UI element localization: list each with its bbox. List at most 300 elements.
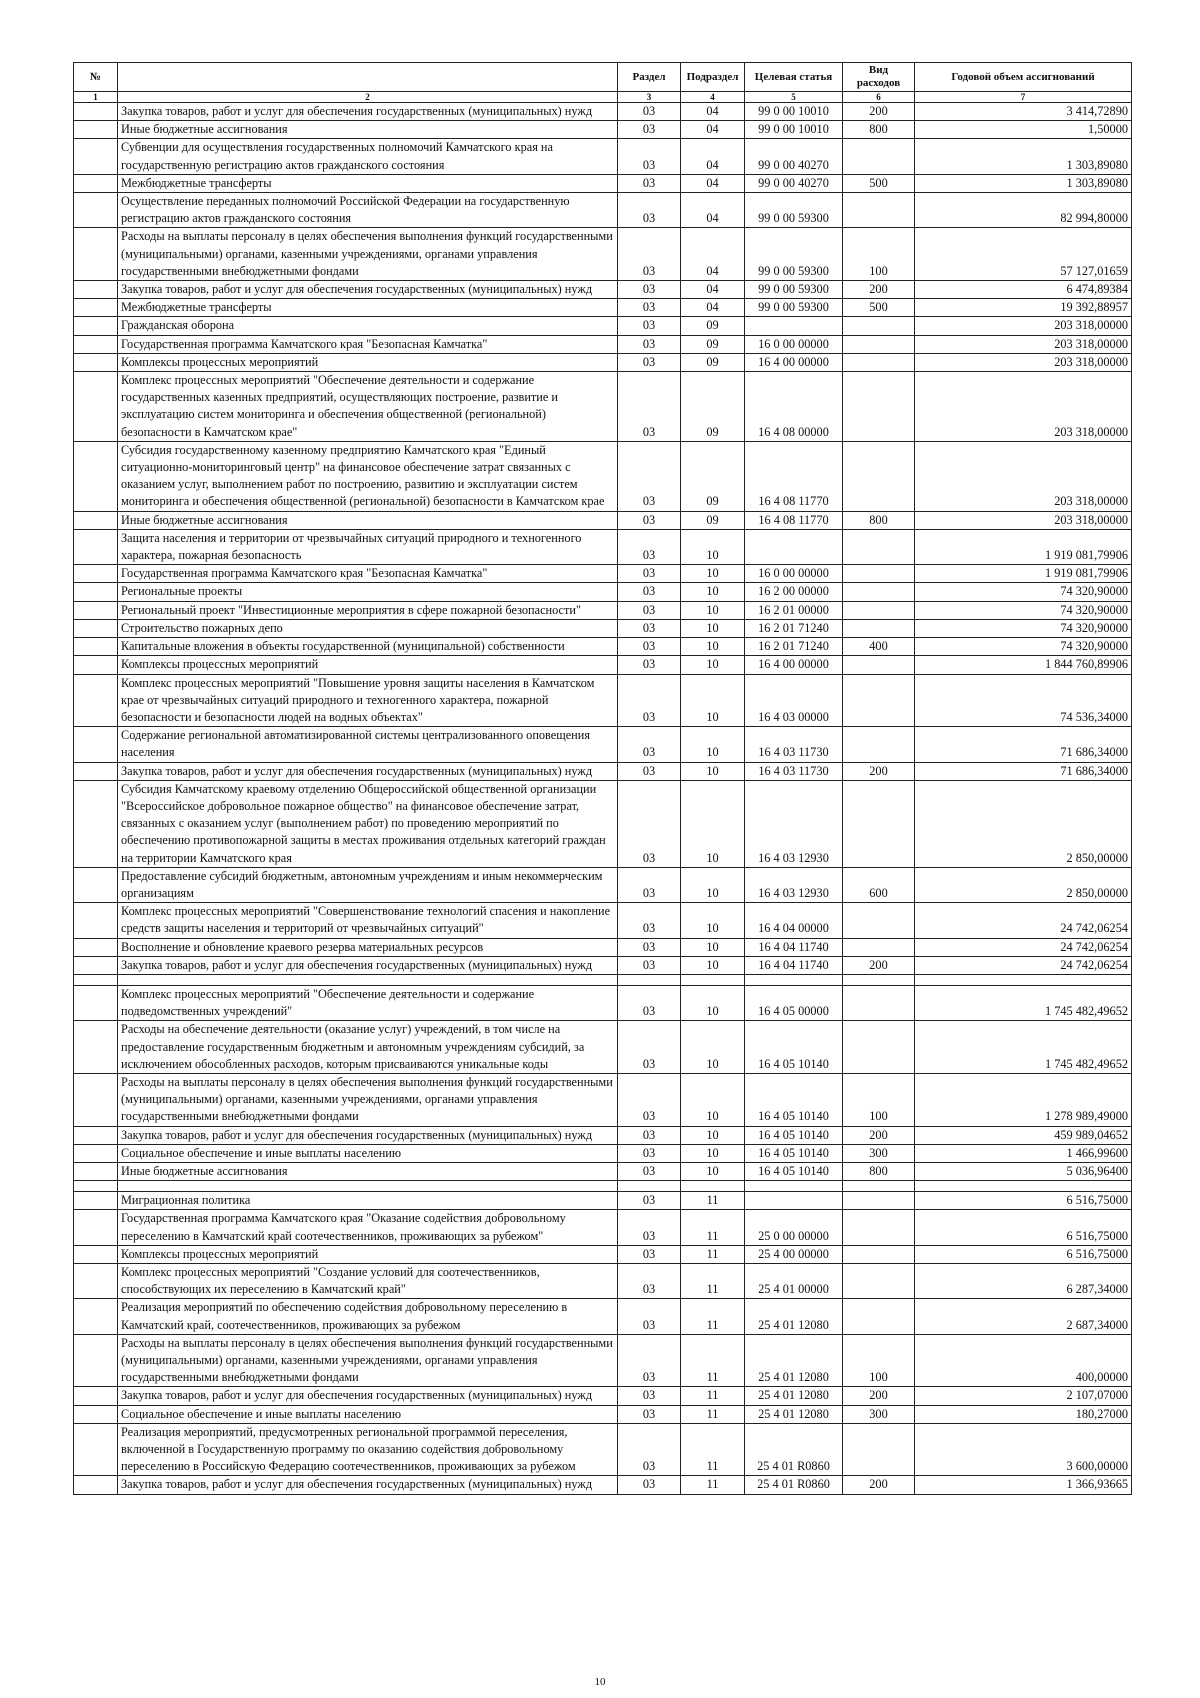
row-subsection: 10 [681,601,745,619]
table-row [74,103,1132,121]
row-target-article: 16 2 01 71240 [745,638,843,656]
row-subsection: 04 [681,121,745,139]
row-target-article: 25 4 01 R0860 [745,1476,843,1494]
header-section: Раздел [618,63,681,92]
row-number [74,1387,118,1405]
row-expense-type [843,1264,915,1299]
row-subsection: 10 [681,674,745,727]
spacer-cell [74,1181,118,1192]
table-row [74,727,1132,762]
row-subsection: 11 [681,1264,745,1299]
budget-table-sheet [73,62,1131,1495]
table-row [74,529,1132,564]
row-name: Восполнение и обновление краевого резерва материальных ресурсов [118,938,618,956]
row-expense-type [843,317,915,335]
row-name: Расходы на выплаты персоналу в целях обеспечения выполнения функций государственными (муниципальными) органами, казенными учреждениями, органами управления государственными внебюджетными фондами [118,1073,618,1126]
row-target-article: 16 2 01 71240 [745,619,843,637]
row-section: 03 [618,441,681,511]
row-number [74,1264,118,1299]
row-subsection: 09 [681,372,745,442]
table-row [74,193,1132,228]
row-section: 03 [618,317,681,335]
row-target-article [745,317,843,335]
row-amount: 203 318,00000 [915,372,1132,442]
row-expense-type [843,1021,915,1074]
row-expense-type: 200 [843,1476,915,1494]
spacer-cell [618,974,681,985]
row-subsection: 09 [681,441,745,511]
row-number [74,674,118,727]
table-row [74,1476,1132,1494]
row-amount: 2 107,07000 [915,1387,1132,1405]
table-row [74,985,1132,1020]
row-target-article: 25 4 01 00000 [745,1264,843,1299]
row-expense-type [843,1299,915,1334]
table-row [74,139,1132,174]
row-expense-type [843,656,915,674]
row-name: Предоставление субсидий бюджетным, автономным учреждениям и иным некоммерческим организациям [118,867,618,902]
row-expense-type [843,583,915,601]
spacer-cell [915,974,1132,985]
row-expense-type [843,1210,915,1245]
row-amount: 180,27000 [915,1405,1132,1423]
row-amount: 74 320,90000 [915,638,1132,656]
row-target-article: 16 4 03 00000 [745,674,843,727]
spacer-row [74,974,1132,985]
row-subsection: 04 [681,281,745,299]
table-row [74,903,1132,938]
row-section: 03 [618,565,681,583]
row-name: Миграционная политика [118,1192,618,1210]
row-target-article: 16 4 04 11740 [745,956,843,974]
row-amount: 6 516,75000 [915,1210,1132,1245]
row-number [74,656,118,674]
spacer-cell [118,1181,618,1192]
row-number [74,372,118,442]
table-row [74,780,1132,867]
row-section: 03 [618,903,681,938]
spacer-row [74,1181,1132,1192]
row-expense-type: 500 [843,299,915,317]
row-target-article: 16 0 00 00000 [745,335,843,353]
row-name: Гражданская оборона [118,317,618,335]
row-target-article: 16 4 08 11770 [745,441,843,511]
row-section: 03 [618,1334,681,1387]
row-section: 03 [618,228,681,281]
row-amount: 1 919 081,79906 [915,529,1132,564]
row-number [74,1162,118,1180]
table-row [74,228,1132,281]
row-name: Государственная программа Камчатского края "Безопасная Камчатка" [118,565,618,583]
row-section: 03 [618,583,681,601]
row-name: Закупка товаров, работ и услуг для обеспечения государственных (муниципальных) нужд [118,1126,618,1144]
row-subsection: 04 [681,193,745,228]
spacer-cell [74,974,118,985]
row-section: 03 [618,867,681,902]
row-amount: 3 414,72890 [915,103,1132,121]
table-row [74,1405,1132,1423]
table-row [74,674,1132,727]
row-subsection: 10 [681,1021,745,1074]
table-row [74,1144,1132,1162]
column-index: 4 [681,92,745,103]
table-row [74,1387,1132,1405]
table-row [74,335,1132,353]
row-number [74,565,118,583]
row-target-article: 16 0 00 00000 [745,565,843,583]
row-section: 03 [618,601,681,619]
row-number [74,1299,118,1334]
row-amount: 6 474,89384 [915,281,1132,299]
row-subsection: 11 [681,1245,745,1263]
row-amount: 1 919 081,79906 [915,565,1132,583]
row-expense-type [843,601,915,619]
table-row [74,1264,1132,1299]
row-subsection: 10 [681,565,745,583]
row-expense-type: 300 [843,1144,915,1162]
row-target-article: 99 0 00 59300 [745,299,843,317]
row-number [74,985,118,1020]
row-expense-type: 600 [843,867,915,902]
row-subsection: 09 [681,353,745,371]
row-section: 03 [618,1192,681,1210]
row-name: Защита населения и территории от чрезвычайных ситуаций природного и техногенного характера, пожарная безопасность [118,529,618,564]
row-amount: 203 318,00000 [915,511,1132,529]
spacer-cell [843,974,915,985]
row-subsection: 11 [681,1334,745,1387]
row-section: 03 [618,1405,681,1423]
row-number [74,193,118,228]
row-name: Содержание региональной автоматизированной системы централизованного оповещения населения [118,727,618,762]
spacer-cell [618,1181,681,1192]
row-target-article: 16 4 03 11730 [745,762,843,780]
row-expense-type: 500 [843,174,915,192]
row-section: 03 [618,956,681,974]
row-amount: 74 320,90000 [915,601,1132,619]
row-name: Комплекс процессных мероприятий "Обеспечение деятельности и содержание подведомственных учреждений" [118,985,618,1020]
row-expense-type: 800 [843,121,915,139]
spacer-cell [681,1181,745,1192]
row-subsection: 04 [681,299,745,317]
column-index: 1 [74,92,118,103]
row-expense-type [843,619,915,637]
row-expense-type: 100 [843,228,915,281]
table-row [74,601,1132,619]
row-target-article: 16 4 03 12930 [745,867,843,902]
row-expense-type: 200 [843,281,915,299]
row-subsection: 10 [681,656,745,674]
row-section: 03 [618,727,681,762]
row-name: Расходы на обеспечение деятельности (оказание услуг) учреждений, в том числе на предоставление государственным бюджетным и автономным учреждениям субсидий, за исключением обособленных расходов, которым присваиваются уникальные коды [118,1021,618,1074]
row-subsection: 10 [681,780,745,867]
row-target-article: 16 4 03 12930 [745,780,843,867]
table-row [74,1245,1132,1263]
row-number [74,441,118,511]
row-number [74,317,118,335]
row-section: 03 [618,139,681,174]
row-number [74,619,118,637]
row-section: 03 [618,372,681,442]
table-row [74,1126,1132,1144]
row-number [74,762,118,780]
row-number [74,956,118,974]
row-amount: 1 844 760,89906 [915,656,1132,674]
table-row [74,1162,1132,1180]
row-target-article: 99 0 00 40270 [745,174,843,192]
row-section: 03 [618,985,681,1020]
row-section: 03 [618,1423,681,1476]
row-section: 03 [618,511,681,529]
row-subsection: 10 [681,1162,745,1180]
row-number [74,174,118,192]
row-number [74,1423,118,1476]
row-number [74,1144,118,1162]
row-amount: 5 036,96400 [915,1162,1132,1180]
row-section: 03 [618,193,681,228]
table-row [74,121,1132,139]
row-target-article: 16 4 05 10140 [745,1162,843,1180]
table-row [74,583,1132,601]
row-section: 03 [618,619,681,637]
row-number [74,299,118,317]
row-amount: 74 320,90000 [915,619,1132,637]
row-subsection: 10 [681,938,745,956]
row-amount: 1 466,99600 [915,1144,1132,1162]
row-amount: 3 600,00000 [915,1423,1132,1476]
row-target-article: 99 0 00 40270 [745,139,843,174]
row-amount: 1 745 482,49652 [915,985,1132,1020]
row-subsection: 10 [681,583,745,601]
table-body [74,103,1132,1495]
table-row [74,762,1132,780]
row-number [74,353,118,371]
row-number [74,1334,118,1387]
table-row [74,956,1132,974]
header-expense-type: Вид расходов [843,63,915,92]
row-target-article: 16 4 04 11740 [745,938,843,956]
row-number [74,1245,118,1263]
row-amount: 19 392,88957 [915,299,1132,317]
row-section: 03 [618,656,681,674]
row-target-article: 16 4 05 10140 [745,1144,843,1162]
table-header-row [74,63,1132,92]
row-name: Строительство пожарных депо [118,619,618,637]
column-index-row [74,92,1132,103]
row-target-article: 16 4 00 00000 [745,353,843,371]
row-name: Реализация мероприятий по обеспечению содействия добровольному переселению в Камчатский край, соотечественников, проживающих за рубежом [118,1299,618,1334]
row-number [74,867,118,902]
row-subsection: 11 [681,1192,745,1210]
row-expense-type: 800 [843,511,915,529]
row-section: 03 [618,353,681,371]
header-number: № [74,63,118,92]
row-amount: 6 287,34000 [915,1264,1132,1299]
row-name: Региональный проект "Инвестиционные мероприятия в сфере пожарной безопасности" [118,601,618,619]
row-amount: 1 303,89080 [915,139,1132,174]
row-subsection: 10 [681,1073,745,1126]
row-section: 03 [618,1387,681,1405]
row-subsection: 09 [681,317,745,335]
row-target-article: 16 4 05 10140 [745,1126,843,1144]
row-expense-type [843,193,915,228]
row-amount: 71 686,34000 [915,762,1132,780]
row-amount: 74 536,34000 [915,674,1132,727]
row-target-article: 16 4 05 10140 [745,1021,843,1074]
table-row [74,281,1132,299]
row-section: 03 [618,299,681,317]
row-amount: 1,50000 [915,121,1132,139]
column-index: 2 [118,92,618,103]
row-subsection: 04 [681,174,745,192]
row-number [74,1021,118,1074]
row-expense-type: 200 [843,103,915,121]
row-name: Субсидия Камчатскому краевому отделению Общероссийской общественной организации "Всероссийское добровольное пожарное общество" на финансовое обеспечение затрат, связанных с оказанием услуг (выполнением работ) по проведению мероприятий по обеспечению противопожарной защиты в местах проживания отдельных категорий граждан на территории Камчатского края [118,780,618,867]
header-subsection: Подраздел [681,63,745,92]
row-amount: 57 127,01659 [915,228,1132,281]
row-name: Комплексы процессных мероприятий [118,1245,618,1263]
row-amount: 203 318,00000 [915,335,1132,353]
row-amount: 24 742,06254 [915,903,1132,938]
row-subsection: 10 [681,529,745,564]
row-name: Реализация мероприятий, предусмотренных региональной программой переселения, включенной в Государственную программу по оказанию содействия добровольному переселению в Российскую Федерацию соотечественников, проживающих за рубежом [118,1423,618,1476]
row-subsection: 09 [681,511,745,529]
table-row [74,565,1132,583]
row-target-article: 99 0 00 10010 [745,103,843,121]
row-subsection: 11 [681,1387,745,1405]
column-index: 7 [915,92,1132,103]
row-target-article: 25 4 01 R0860 [745,1423,843,1476]
row-subsection: 10 [681,985,745,1020]
spacer-cell [915,1181,1132,1192]
row-target-article: 25 4 01 12080 [745,1299,843,1334]
table-row [74,317,1132,335]
row-name: Иные бюджетные ассигнования [118,1162,618,1180]
row-expense-type [843,1192,915,1210]
row-name: Межбюджетные трансферты [118,299,618,317]
row-name: Социальное обеспечение и иные выплаты населению [118,1405,618,1423]
row-section: 03 [618,1210,681,1245]
table-row [74,1192,1132,1210]
row-subsection: 10 [681,867,745,902]
table-row [74,938,1132,956]
row-number [74,335,118,353]
row-amount: 2 850,00000 [915,780,1132,867]
table-row [74,656,1132,674]
row-subsection: 10 [681,619,745,637]
row-expense-type [843,780,915,867]
row-name: Государственная программа Камчатского края "Безопасная Камчатка" [118,335,618,353]
row-target-article: 99 0 00 59300 [745,281,843,299]
row-number [74,103,118,121]
row-section: 03 [618,780,681,867]
row-subsection: 10 [681,903,745,938]
row-number [74,1073,118,1126]
row-name: Межбюджетные трансферты [118,174,618,192]
row-expense-type: 100 [843,1334,915,1387]
row-amount: 1 366,93665 [915,1476,1132,1494]
row-target-article [745,529,843,564]
row-amount: 1 303,89080 [915,174,1132,192]
row-amount: 6 516,75000 [915,1192,1132,1210]
table-row [74,1210,1132,1245]
row-name: Закупка товаров, работ и услуг для обеспечения государственных (муниципальных) нужд [118,762,618,780]
row-subsection: 11 [681,1299,745,1334]
row-expense-type [843,441,915,511]
row-name: Региональные проекты [118,583,618,601]
row-section: 03 [618,103,681,121]
row-subsection: 10 [681,638,745,656]
row-name: Социальное обеспечение и иные выплаты населению [118,1144,618,1162]
row-amount: 82 994,80000 [915,193,1132,228]
row-number [74,511,118,529]
row-number [74,601,118,619]
row-name: Закупка товаров, работ и услуг для обеспечения государственных (муниципальных) нужд [118,281,618,299]
row-number [74,638,118,656]
row-target-article: 16 2 01 00000 [745,601,843,619]
row-name: Комплекс процессных мероприятий "Повышение уровня защиты населения в Камчатском крае от чрезвычайных ситуаций природного и техногенного характера, пожарной безопасности и безопасности людей на водных объектах" [118,674,618,727]
table-row [74,1423,1132,1476]
row-expense-type [843,335,915,353]
row-subsection: 11 [681,1405,745,1423]
row-section: 03 [618,1073,681,1126]
row-number [74,938,118,956]
row-section: 03 [618,335,681,353]
row-target-article: 16 4 08 11770 [745,511,843,529]
row-target-article: 25 4 01 12080 [745,1334,843,1387]
row-name: Комплекс процессных мероприятий "Обеспечение деятельности и содержание государственных казенных предприятий, осуществляющих построение, развитие и эксплуатацию систем мониторинга и обеспечения общественной (региональной) безопасности в Камчатском крае" [118,372,618,442]
table-row [74,1073,1132,1126]
table-row [74,353,1132,371]
row-target-article: 16 4 00 00000 [745,656,843,674]
table-row [74,867,1132,902]
row-subsection: 10 [681,727,745,762]
row-amount: 74 320,90000 [915,583,1132,601]
spacer-cell [745,974,843,985]
row-expense-type: 300 [843,1405,915,1423]
row-number [74,281,118,299]
row-number [74,1192,118,1210]
row-subsection: 11 [681,1210,745,1245]
row-number [74,1210,118,1245]
row-name: Комплексы процессных мероприятий [118,656,618,674]
row-section: 03 [618,1264,681,1299]
row-name: Расходы на выплаты персоналу в целях обеспечения выполнения функций государственными (муниципальными) органами, казенными учреждениями, органами управления государственными внебюджетными фондами [118,1334,618,1387]
row-target-article: 16 4 05 10140 [745,1073,843,1126]
table-row [74,1021,1132,1074]
row-section: 03 [618,174,681,192]
row-name: Капитальные вложения в объекты государственной (муниципальной) собственности [118,638,618,656]
row-amount: 2 850,00000 [915,867,1132,902]
row-expense-type [843,1423,915,1476]
row-subsection: 10 [681,956,745,974]
row-expense-type [843,565,915,583]
row-number [74,1476,118,1494]
row-subsection: 10 [681,1126,745,1144]
row-section: 03 [618,1021,681,1074]
table-row [74,174,1132,192]
row-target-article: 25 4 00 00000 [745,1245,843,1263]
row-section: 03 [618,1245,681,1263]
table-row [74,441,1132,511]
column-index: 5 [745,92,843,103]
header-annual-amount: Годовой объем ассигнований [915,63,1132,92]
header-target-article: Целевая статья [745,63,843,92]
row-subsection: 10 [681,1144,745,1162]
row-section: 03 [618,674,681,727]
row-name: Комплексы процессных мероприятий [118,353,618,371]
row-amount: 203 318,00000 [915,353,1132,371]
spacer-cell [843,1181,915,1192]
